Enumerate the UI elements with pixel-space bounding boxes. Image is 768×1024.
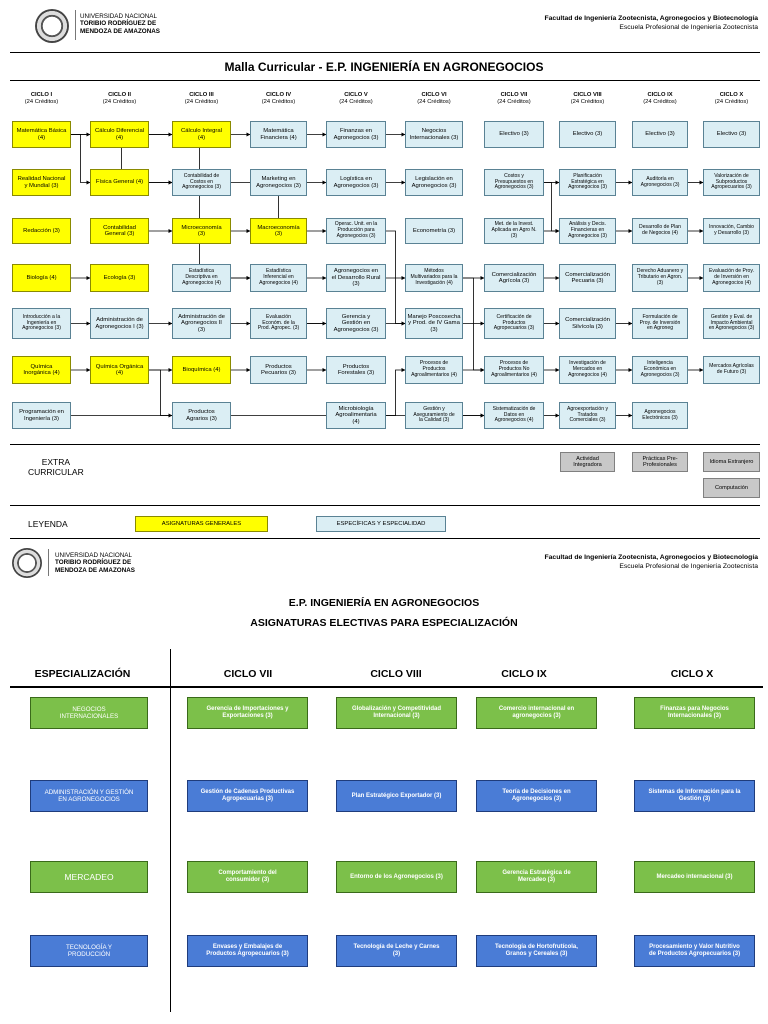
legend-label: LEYENDA: [28, 519, 68, 529]
extra-practicas: Prácticas Pre- Profesionales: [632, 452, 688, 472]
col-specialization: ESPECIALIZACIÓN: [34, 668, 131, 680]
course-c8-r7: Agroexportación y Tratados Comerciales (3): [559, 402, 616, 429]
cycle-header-10: [697, 92, 766, 106]
elective-r3-c8: Entorno de los Agronegocios (3): [336, 861, 457, 893]
cycle-header-4: [244, 92, 313, 106]
course-c6-r6: Procesos de Productos Agroalimentarios (4): [405, 356, 463, 384]
course-c8-r1: Electivo (3): [559, 121, 616, 148]
course-c2-r2: Física General (4): [90, 169, 149, 196]
course-c7-r5: Certificación de Productos Agropecuarios (3): [484, 308, 544, 339]
course-c2-r5: Administración de Agronegocios I (3): [90, 308, 149, 339]
cycle-name: CICLO IV: [265, 92, 292, 98]
cycle-header-8: [553, 92, 622, 106]
cycle-credits: (24 Créditos): [417, 99, 451, 105]
legend-rule-bottom: [10, 538, 760, 539]
cycle-name: CICLO V: [344, 92, 368, 98]
faculty-name-2: Facultad de Ingeniería Zootecnista, Agronegocios y Biotecnología: [544, 554, 758, 561]
elective-r1-c9: Comercio internacional en agronegocios (3): [476, 697, 597, 729]
course-c6-r3: Econometría (3): [405, 218, 463, 244]
course-c7-r7: Sistematización de Datos en Agronegocios (4): [484, 402, 544, 429]
course-c7-r4: Comercialización Agrícola (3): [484, 264, 544, 292]
elective-r3-c9: Gerencia Estratégica de Mercadeo (3): [476, 861, 597, 893]
cycle-name: CICLO III: [189, 92, 214, 98]
header-divider-2: [48, 549, 49, 576]
course-c4-r1: Matemática Financiera (4): [250, 121, 307, 148]
elective-r3-c10: Mercadeo internacional (3): [634, 861, 755, 893]
table-header-rule: [10, 686, 763, 688]
course-c6-r1: Negocios Internacionales (3): [405, 121, 463, 148]
elbow-connector-0: [71, 135, 90, 183]
university-name-2: [55, 552, 135, 574]
cycle-credits: (24 Créditos): [570, 99, 605, 105]
elective-r4-c8: Tecnología de Leche y Carnes (3): [336, 935, 457, 967]
col-cycle-10: CICLO X: [670, 668, 714, 680]
course-c6-r2: Legislación en Agronegocios (3): [405, 169, 463, 196]
course-c6-r5: Manejo Poscosecha y Prod. de IV Gama (3): [405, 308, 463, 339]
course-c5-r6: Productos Forestales (3): [326, 356, 386, 384]
course-c9-r5: Formulación de Proy. de Inversión en Agroneg: [632, 308, 688, 339]
specialization-2: ADMINISTRACIÓN Y GESTIÓN EN AGRONEGOCIOS: [30, 780, 148, 812]
cycle-name: CICLO VIII: [573, 92, 602, 98]
course-c10-r3: Innovación, Cambio y Desarrollo (3): [703, 218, 760, 244]
course-c7-r3: Met. de la Invest. Aplicada en Agro N. (3): [484, 218, 544, 244]
elective-r3-c7: Comportamiento del consumidor (3): [187, 861, 308, 893]
cycle-header-7: [478, 92, 550, 106]
electives-subtitle: ASIGNATURAS ELECTIVAS PARA ESPECIALIZACIÓN: [250, 617, 518, 629]
electives-title: E.P. INGENIERÍA EN AGRONEGOCIOS: [288, 597, 480, 609]
extra-curricular-label: EXTRA CURRICULAR: [28, 457, 84, 477]
legend-rule-top: [10, 505, 760, 506]
course-c2-r6: Química Orgánica (4): [90, 356, 149, 384]
course-c2-r3: Contabilidad General (3): [90, 218, 149, 244]
course-c7-r1: Electivo (3): [484, 121, 544, 148]
course-c5-r2: Logística en Agronegocios (3): [326, 169, 386, 196]
course-c5-r3: Operac. Unit. en la Producción para Agronegocios (3): [326, 218, 386, 244]
elective-r1-c7: Gerencia de Importaciones y Exportaciones (3): [187, 697, 308, 729]
course-c3-r7: Productos Agrarios (3): [172, 402, 231, 429]
university-line2-2: TORIBIO RODRÍGUEZ DE: [55, 559, 132, 567]
course-c7-r6: Procesos de Productos No Agroalimentarios (4): [484, 356, 544, 384]
elbow-connector-7: [386, 370, 405, 416]
table-column-divider: [170, 649, 171, 1012]
course-c1-r7: Programación en Ingeniería (3): [12, 402, 71, 429]
specialization-1: NEGOCIOS INTERNACIONALES: [30, 697, 148, 729]
cycle-name: CICLO II: [108, 92, 131, 98]
cycle-name: CICLO VII: [500, 92, 528, 98]
elbow-connector-6: [463, 324, 484, 371]
course-c2-r4: Ecología (3): [90, 264, 149, 292]
course-c3-r4: Estadística Descriptiva en Agronegocios (4): [172, 264, 231, 292]
course-c1-r1: Matemática Básica (4): [12, 121, 71, 148]
course-c1-r2: Realidad Nacional y Mundial (3): [12, 169, 71, 196]
cycle-credits: (24 Créditos): [24, 99, 59, 105]
elective-r2-c8: Plan Estratégico Exportador (3): [336, 780, 457, 812]
col-cycle-8: CICLO VIII: [370, 668, 422, 680]
cycle-header-3: [166, 92, 237, 106]
legend-specific: ESPECÍFICAS Y ESPECIALIDAD: [316, 516, 446, 532]
cycle-header-9: [626, 92, 694, 106]
elective-r2-c9: Teoría de Decisiones en Agronegocios (3): [476, 780, 597, 812]
course-c8-r5: Comercialización Silvícola (3): [559, 308, 616, 339]
elbow-connector-8: [149, 370, 172, 416]
specialization-4: TECNOLOGÍA Y PRODUCCIÓN: [30, 935, 148, 967]
course-c9-r3: Desarrollo de Plan de Negocios (4): [632, 218, 688, 244]
course-c1-r6: Química Inorgánica (4): [12, 356, 71, 384]
elective-r2-c10: Sistemas de Información para la Gestión (3): [634, 780, 755, 812]
elective-r4-c10: Procesamiento y Valor Nutritivo de Productos Agropecuarios (3): [634, 935, 755, 967]
cycle-header-6: [399, 92, 469, 106]
course-c8-r2: Planificación Estratégica en Agronegocios (3): [559, 169, 616, 196]
cycle-credits: (24 Créditos): [497, 99, 531, 105]
course-c9-r7: Agronegocios Electrónicos (3): [632, 402, 688, 429]
course-c3-r3: Microeconomía (3): [172, 218, 231, 244]
cycle-credits: (24 Créditos): [102, 99, 137, 105]
cycle-credits: (24 Créditos): [339, 99, 373, 105]
col-cycle-9: CICLO IX: [501, 668, 547, 680]
university-seal-icon-2: [12, 548, 42, 578]
course-c7-r2: Costos y Presupuestos en Agronegocios (3): [484, 169, 544, 196]
extra-idioma: Idioma Extranjero: [703, 452, 760, 472]
school-name-2: Escuela Profesional de Ingeniería Zootecnista: [619, 563, 758, 570]
elective-r4-c7: Envases y Embalajes de Productos Agropecuarios (3): [187, 935, 308, 967]
cycle-credits: (24 Créditos): [261, 99, 296, 105]
course-c5-r1: Finanzas en Agronegocios (3): [326, 121, 386, 148]
school-name: Escuela Profesional de Ingeniería Zootecnista: [619, 24, 758, 31]
course-c4-r2: Marketing en Agronegocios (3): [250, 169, 307, 196]
course-c5-r7: Microbiología Agroalimentaria (4): [326, 402, 386, 429]
elbow-connector-5: [463, 278, 484, 324]
university-line2: TORIBIO RODRÍGUEZ DE: [80, 20, 157, 28]
course-c3-r6: Bioquímica (4): [172, 356, 231, 384]
extra-rule-top: [10, 444, 760, 445]
course-c10-r4: Evaluación de Proy. de Inversión en Agronegocios (4): [703, 264, 760, 292]
course-c9-r1: Electivo (3): [632, 121, 688, 148]
cycle-name: CICLO I: [30, 92, 53, 98]
elbow-connector-10: [544, 183, 559, 232]
university-line1: UNIVERSIDAD NACIONAL: [80, 13, 157, 20]
extra-activity-integradora: Actividad Integradora: [560, 452, 615, 472]
course-c5-r4: Agronegocios en el Desarrollo Rural (3): [326, 264, 386, 292]
legend-general: ASIGNATURAS GENERALES: [135, 516, 268, 532]
course-c5-r5: Gerencia y Gestión en Agronegocios (3): [326, 308, 386, 339]
elective-r2-c7: Gestión de Cadenas Productivas Agropecuarias (3): [187, 780, 308, 812]
specialization-3: MERCADEO: [30, 861, 148, 893]
course-c4-r5: Evaluación Económ. de la Prod. Agropec. (3): [250, 308, 307, 339]
course-c3-r2: Contabilidad de Costos en Agronegocios (3): [172, 169, 231, 196]
course-c8-r6: Investigación de Mercados en Agronegocios (4): [559, 356, 616, 384]
elective-r1-c8: Globalización y Competitividad Internacional (3): [336, 697, 457, 729]
cycle-credits: (24 Créditos): [714, 99, 749, 105]
elbow-connector-4: [386, 231, 405, 324]
course-c10-r1: Electivo (3): [703, 121, 760, 148]
university-line1-2: UNIVERSIDAD NACIONAL: [55, 552, 132, 559]
cycle-name: CICLO X: [719, 92, 744, 98]
course-c9-r4: Derecho Aduanero y Tributario en Agron. (3): [632, 264, 688, 292]
course-c1-r4: Biología (4): [12, 264, 71, 292]
course-c1-r3: Redacción (3): [12, 218, 71, 244]
course-c6-r7: Gestión y Aseguramiento de la Calidad (3): [405, 402, 463, 429]
course-c10-r5: Gestión y Eval. de Impacto Ambiental en Agronegocios (3): [703, 308, 760, 339]
elective-r1-c10: Finanzas para Negocios Internacionales (3): [634, 697, 755, 729]
cycle-credits: (24 Créditos): [184, 99, 219, 105]
col-cycle-7: CICLO VII: [223, 668, 273, 680]
cycle-name: CICLO IX: [647, 92, 673, 98]
course-c9-r6: Inteligencia Económica en Agronegocios (3): [632, 356, 688, 384]
course-c8-r3: Análisis y Decis. Financieras en Agronegocios (3): [559, 218, 616, 244]
course-c3-r1: Cálculo Integral (4): [172, 121, 231, 148]
cycle-header-1: [6, 92, 77, 106]
course-c2-r1: Cálculo Diferencial (4): [90, 121, 149, 148]
elbow-connector-2: [149, 135, 250, 279]
course-c9-r2: Auditoría en Agronegocios (3): [632, 169, 688, 196]
course-c10-r6: Mercados Agrícolas de Futuro (3): [703, 356, 760, 384]
malla-title: Malla Curricular - E.P. INGENIERÍA EN AGRONEGOCIOS: [224, 60, 544, 74]
course-c1-r5: Introducción a la Ingeniería en Agronegocios (3): [12, 308, 71, 339]
extra-computacion: Computación: [703, 478, 760, 498]
course-c4-r6: Productos Pecuarios (3): [250, 356, 307, 384]
course-c4-r3: Macroeconomía (3): [250, 218, 307, 244]
course-c4-r4: Estadística Inferencial en Agronegocios (4): [250, 264, 307, 292]
course-c3-r5: Administración de Agronegocios II (3): [172, 308, 231, 339]
course-c10-r2: Valorización de Subproductos Agropecuarios (3): [703, 169, 760, 196]
cycle-header-5: [320, 92, 392, 106]
university-line3: MENDOZA DE AMAZONAS: [80, 27, 160, 35]
faculty-name: Facultad de Ingeniería Zootecnista, Agronegocios y Biotecnología: [544, 15, 758, 22]
cycle-header-2: [84, 92, 155, 106]
cycle-credits: (24 Créditos): [643, 99, 677, 105]
elective-r4-c9: Tecnología de Hortofrutícola, Granos y Cereales (3): [476, 935, 597, 967]
cycle-name: CICLO VI: [421, 92, 447, 98]
university-line3-2: MENDOZA DE AMAZONAS: [55, 566, 135, 574]
course-c8-r4: Comercialización Pecuaria (3): [559, 264, 616, 292]
course-c6-r4: Métodos Multivariados para la Investigación (4): [405, 264, 463, 292]
